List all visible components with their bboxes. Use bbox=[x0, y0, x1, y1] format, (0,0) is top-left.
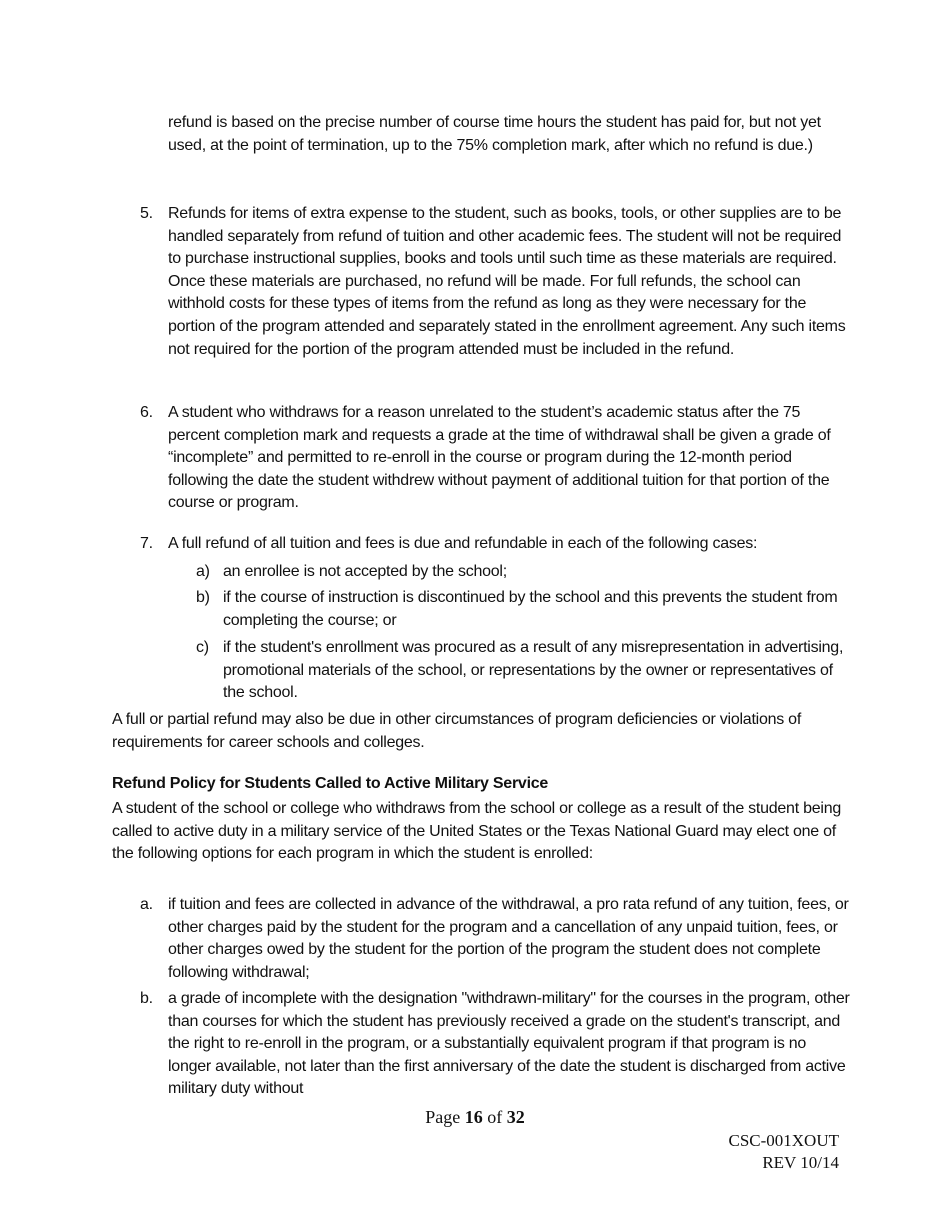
option-item-text: if tuition and fees are collected in advance of the withdrawal, a pro rata refund of any tuition, fees, or other charges paid by the student for the program and a cancellation of any unpaid tuition, fees, or other charges owed by the student for the portion of the program the student does not complete following withdrawal; bbox=[168, 896, 849, 981]
continuation-paragraph: refund is based on the precise number of course time hours the student has paid for, but not yet used, at the point of termination, up to the 75% completion mark, after which no refund is due.) bbox=[168, 114, 821, 154]
list-item-text: A student who withdraws for a reason unrelated to the student’s academic status after the 75 percent completion mark and requests a grade at the time of withdrawal shall be given a grade of “incomplete” and permitted to re-enroll in the course or program during the 12-month period following the date the student withdrew without payment of additional tuition for that portion of the course or program. bbox=[168, 404, 831, 512]
sublist-item-text: if the course of instruction is discontinued by the school and this prevents the student from completing the course; or bbox=[223, 589, 838, 629]
military-intro-paragraph: A student of the school or college who withdraws from the school or college as a result of the student being called to active duty in a military service of the United States or the Texas National Guard may elect one of the following options for each program in which the student is enrolled: bbox=[112, 800, 841, 863]
current-page-number: 16 bbox=[464, 1107, 483, 1127]
section-heading: Refund Policy for Students Called to Active Military Service bbox=[112, 775, 549, 792]
list-item-number: 6. bbox=[140, 404, 153, 421]
sublist-item-label: b) bbox=[196, 589, 210, 606]
of-word: of bbox=[487, 1107, 503, 1127]
list-item-text: A full refund of all tuition and fees is due and refundable in each of the following cases: bbox=[168, 535, 758, 552]
sublist-item-label: a) bbox=[196, 563, 210, 580]
page-word: Page bbox=[425, 1107, 461, 1127]
total-pages: 32 bbox=[506, 1107, 525, 1127]
option-item-text: a grade of incomplete with the designation "withdrawn-military" for the courses in the program, other than courses for which the student has previously received a grade on the student's transcript, and the right to re-enroll in the program, or a substantially equivalent program if that program is no longer available, not later than the first anniversary of the date the student is discharged from active military duty without bbox=[168, 990, 850, 1098]
sublist-item-text: an enrollee is not accepted by the school; bbox=[223, 563, 507, 580]
form-code: CSC-001XOUT bbox=[728, 1131, 839, 1150]
page-number-footer bbox=[0, 1107, 950, 1128]
revision-label: REV 10/14 bbox=[762, 1153, 839, 1172]
list-item-text: Refunds for items of extra expense to the student, such as books, tools, or other supplies are to be handled separately from refund of tuition and other academic fees. The student will not be required to purchase instructional supplies, books and tools until such time as these materials are required. Once these materials are purchased, no refund will be made. For full refunds, the school can withhold costs for these types of items from the refund as long as they were necessary for the portion of the program attended and separately stated in the enrollment agreement. Any such items not required for the portion of the program attended must be included in the refund. bbox=[168, 205, 846, 358]
option-item-label: a. bbox=[140, 896, 153, 913]
sublist-item-label: c) bbox=[196, 639, 209, 656]
list-item-number: 7. bbox=[140, 535, 153, 552]
sublist-item-text: if the student's enrollment was procured as a result of any misrepresentation in advertising, promotional materials of the school, or representations by the owner or representatives of the school. bbox=[223, 639, 844, 702]
form-identifier bbox=[728, 1130, 839, 1174]
option-item-label: b. bbox=[140, 990, 153, 1007]
list-item-number: 5. bbox=[140, 205, 153, 222]
full-partial-refund-paragraph: A full or partial refund may also be due in other circumstances of program deficiencies or violations of requirements for career schools and colleges. bbox=[112, 711, 802, 751]
